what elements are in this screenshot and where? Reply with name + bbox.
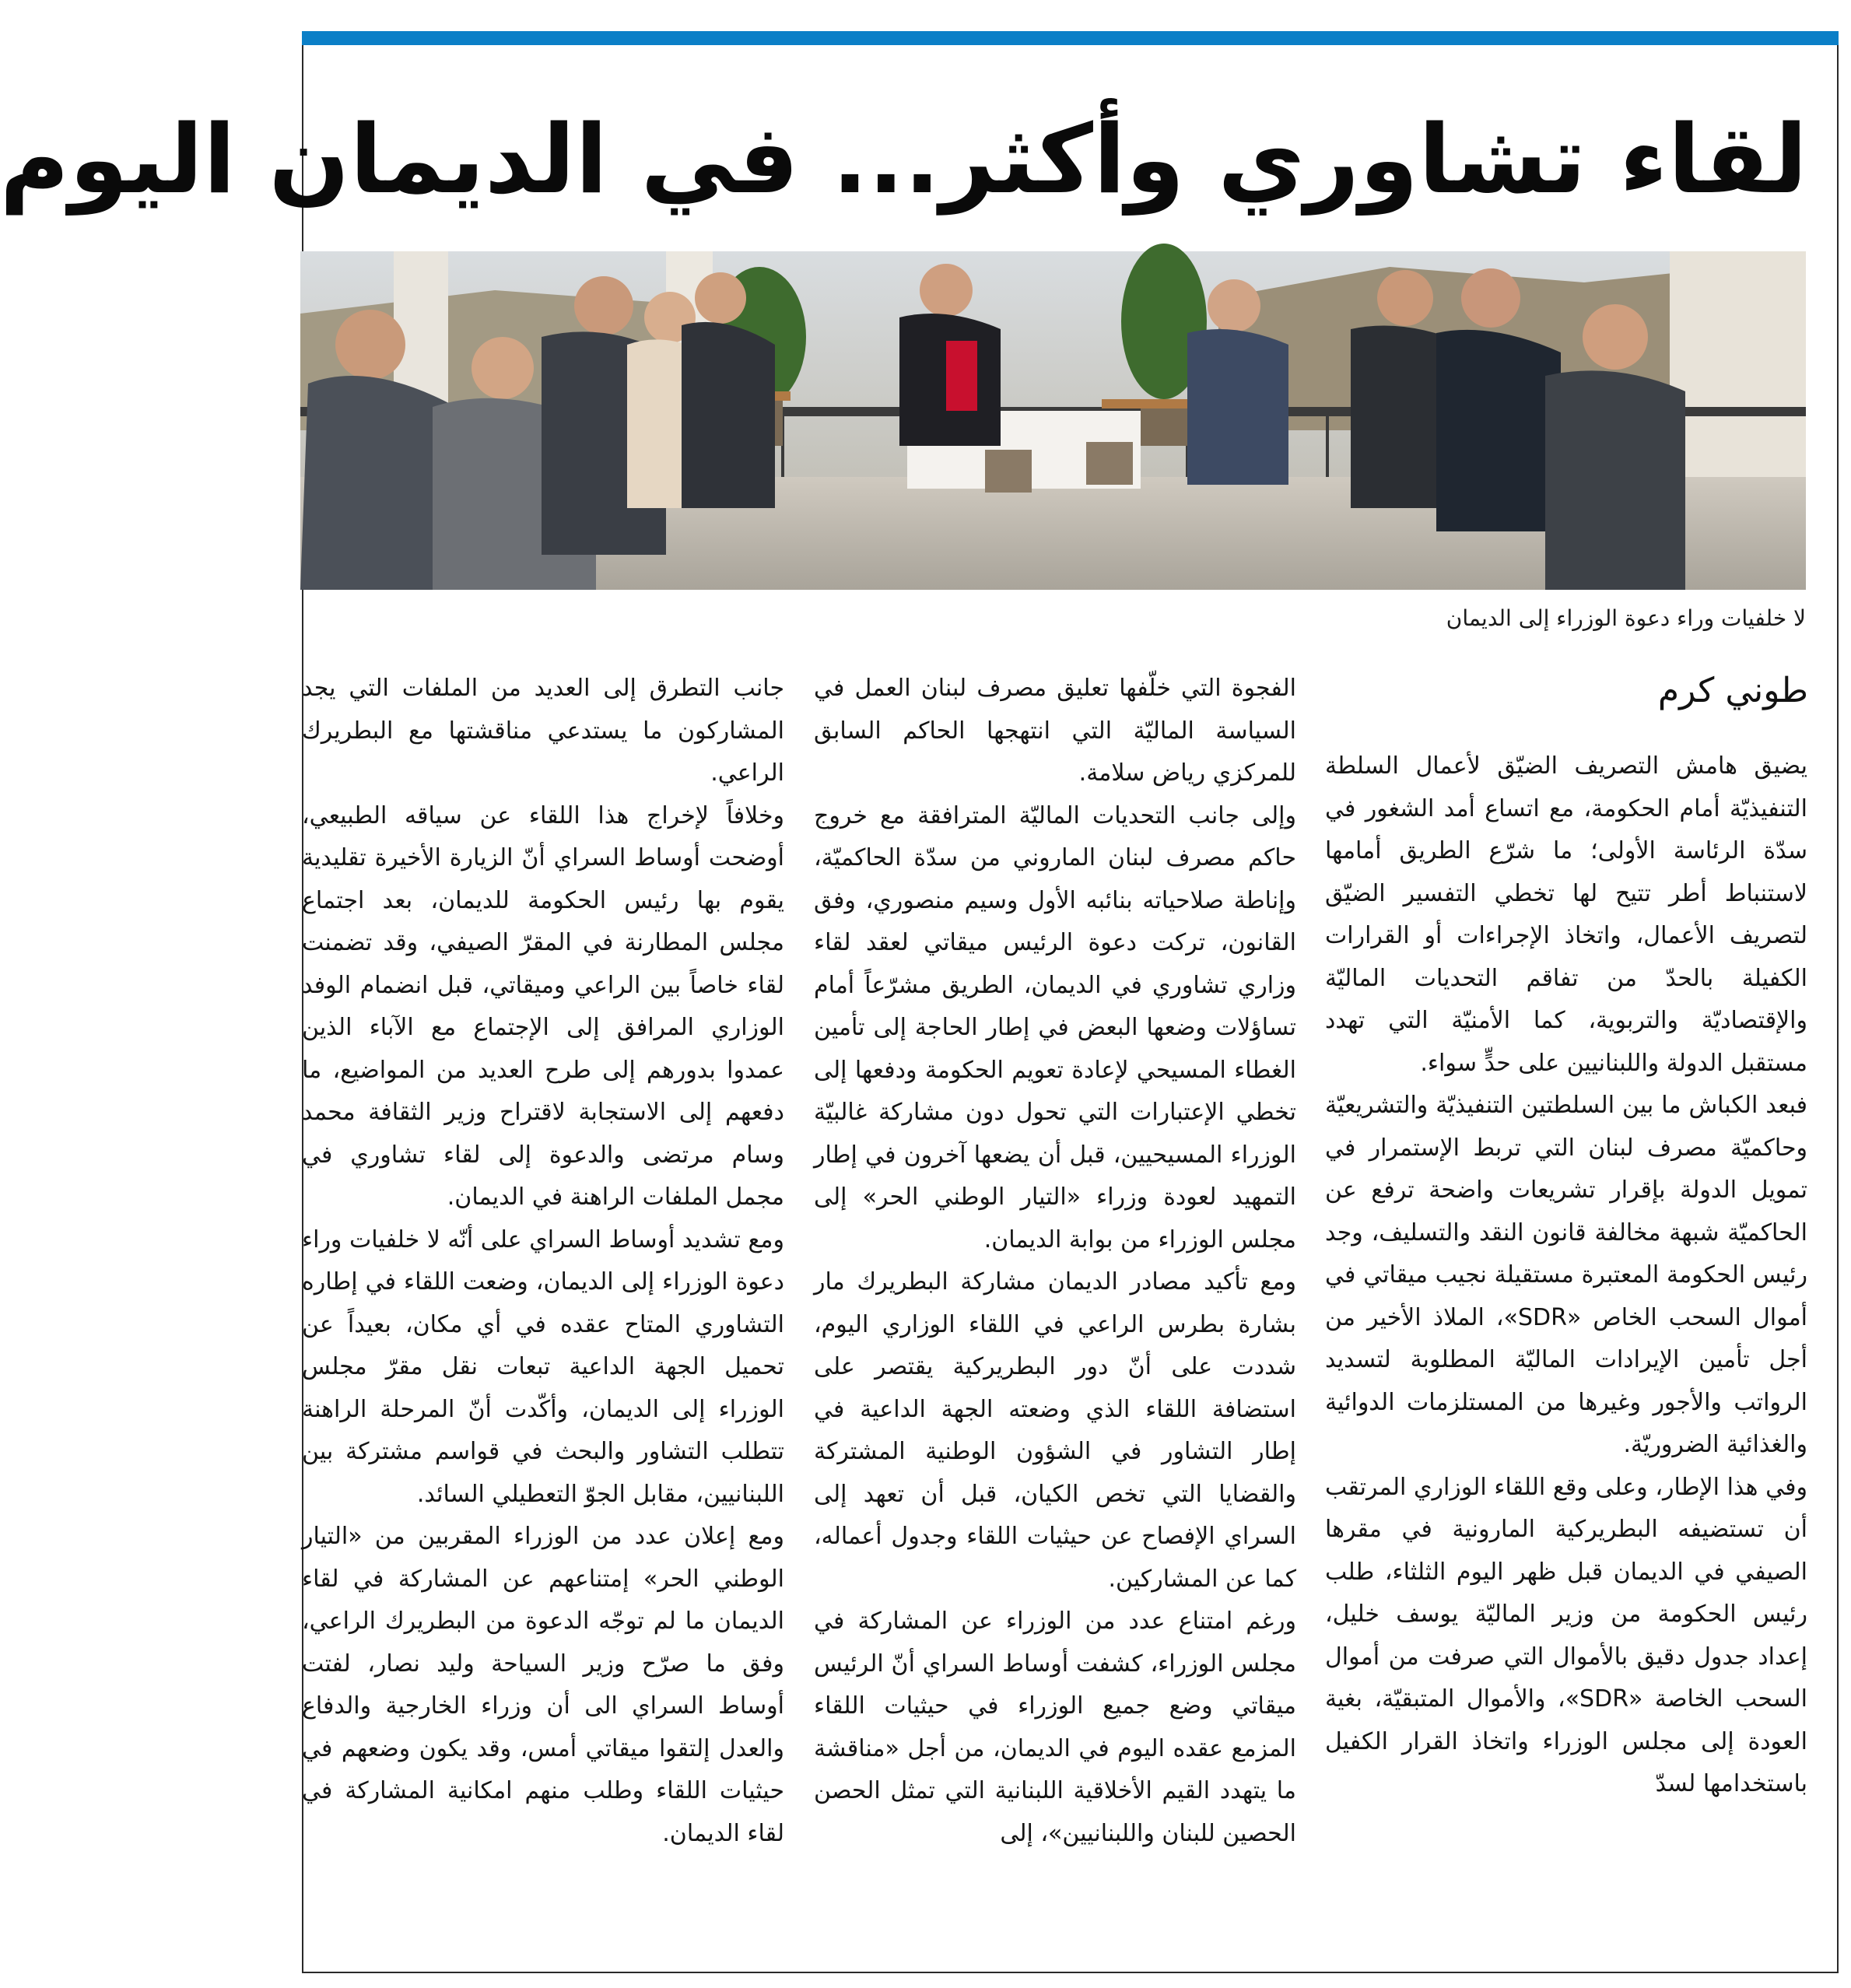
text-column-3 bbox=[302, 668, 784, 1955]
accent-bar bbox=[302, 31, 1839, 45]
paragraph: جانب التطرق إلى العديد من الملفات التي يجد المشاركون ما يستدعي مناقشتها مع البطريرك الراعي. bbox=[302, 675, 784, 787]
author-byline: طوني كرم bbox=[1657, 671, 1808, 710]
paragraph: وإلى جانب التحديات الماليّة المترافقة مع خروج حاكم مصرف لبنان الماروني من سدّة الحاكميّة، وإناطة صلاحياته بنائبه الأول وسيم منصوري، وفق القانون، تركت دعوة الرئيس ميقاتي لعقد لقاء وزاري تشاوري في الديمان، الطريق مشرّعاً أمام تساؤلات وضعها البعض في إطار الحاجة إلى تأمين الغطاء المسيحي لإعادة تعويم الحكومة ودفعها إلى تخطي الإعتبارات التي تحول دون مشاركة غالبيّة الوزراء المسيحيين، قبل أن يضعها آخرون في إطار التمهيد لعودة وزراء «التيار الوطني الحر» إلى مجلس الوزراء من بوابة الديمان. bbox=[814, 801, 1296, 1253]
text-column-1 bbox=[1325, 745, 1807, 1955]
article-photo bbox=[300, 251, 1806, 590]
paragraph: ورغم امتناع عدد من الوزراء عن المشاركة في مجلس الوزراء، كشفت أوساط السراي أنّ الرئيس ميقاتي وضع جميع الوزراء في حيثيات اللقاء المزمع عقده اليوم في الديمان، من أجل «مناقشة ما يتهدد القيم الأخلاقية اللبنانية التي تمثل الحصن الحصين للبنان واللبنانيين»، إلى bbox=[814, 1608, 1296, 1847]
headline: لقاء تشاوري وأكثر... في الديمان اليوم bbox=[0, 104, 1807, 215]
paragraph: ومع إعلان عدد من الوزراء المقربين من «التيار الوطني الحر» إمتناعهم عن المشاركة في لقاء الديمان ما لم توجّه الدعوة من البطريرك الراعي، وفق ما صرّح وزير السياحة وليد نصار، لفتت أوساط السراي الى أن وزراء الخارجية والدفاع والعدل إلتقوا ميقاتي أمس، وقد يكون وضعهم في حيثيات اللقاء وطلب منهم امكانية المشاركة في لقاء الديمان. bbox=[302, 1523, 784, 1847]
photo-caption: لا خلفيات وراء دعوة الوزراء إلى الديمان bbox=[1446, 605, 1806, 631]
paragraph: يضيق هامش التصريف الضيّق لأعمال السلطة التنفيذيّة أمام الحكومة، مع اتساع أمد الشغور في سدّة الرئاسة الأولى؛ ما شرّع الطريق أمامها لاستنباط أطر تتيح لها تخطي التفسير الضيّق لتصريف الأعمال، واتخاذ الإجراءات أو القرارات الكفيلة بالحدّ من تفاقم التحديات الماليّة والإقتصاديّة والتربوية، كما الأمنيّة التي تهدد مستقبل الدولة واللبنانيين على حدٍّ سواء. bbox=[1325, 752, 1807, 1077]
text-column-2 bbox=[814, 668, 1296, 1955]
paragraph: وخلافاً لإخراج هذا اللقاء عن سياقه الطبيعي، أوضحت أوساط السراي أنّ الزيارة الأخيرة تقليدية يقوم بها رئيس الحكومة للديمان، بعد اجتماع مجلس المطارنة في المقرّ الصيفي، وقد تضمنت لقاء خاصاً بين الراعي وميقاتي، قبل انضمام الوفد الوزاري المرافق إلى الإجتماع مع الآباء الذين عمدوا بدورهم إلى طرح العديد من المواضيع، ما دفعهم إلى الاستجابة لاقتراح وزير الثقافة محمد وسام مرتضى والدعوة إلى لقاء تشاوري في مجمل الملفات الراهنة في الديمان. bbox=[302, 801, 784, 1211]
paragraph: وفي هذا الإطار، وعلى وقع اللقاء الوزاري المرتقب أن تستضيفه البطريركية المارونية في مقرها الصيفي في الديمان قبل ظهر اليوم الثلثاء، طلب رئيس الحكومة من وزير الماليّة يوسف خليل، إعداد جدول دقيق بالأموال التي صرفت من أموال السحب الخاصة «SDR»، والأموال المتبقيّة، بغية العودة إلى مجلس الوزراء واتخاذ القرار الكفيل باستخدامها لسدّ bbox=[1325, 1473, 1807, 1797]
paragraph: الفجوة التي خلّفها تعليق مصرف لبنان العمل في السياسة الماليّة التي انتهجها الحاكم السابق للمركزي رياض سلامة. bbox=[814, 675, 1296, 787]
paragraph: ومع تشديد أوساط السراي على أنّه لا خلفيات وراء دعوة الوزراء إلى الديمان، وضعت اللقاء في إطاره التشاوري المتاح عقده في أي مكان، بعيداً عن تحميل الجهة الداعية تبعات نقل مقرّ مجلس الوزراء إلى الديمان، وأكّدت أنّ المرحلة الراهنة تتطلب التشاور والبحث في قواسم مشتركة بين اللبنانيين، مقابل الجوّ التعطيلي السائد. bbox=[302, 1225, 784, 1508]
photo-illustration bbox=[300, 251, 1806, 590]
paragraph: ومع تأكيد مصادر الديمان مشاركة البطريرك مار بشارة بطرس الراعي في اللقاء الوزاري اليوم، شددت على أنّ دور البطريركية يقتصر على استضافة اللقاء الذي وضعته الجهة الداعية في إطار التشاور في الشؤون الوطنية المشتركة والقضايا التي تخص الكيان، قبل أن تعهد إلى السراي الإفصاح عن حيثيات اللقاء وجدول أعماله، كما عن المشاركين. bbox=[814, 1268, 1296, 1593]
paragraph: فبعد الكباش ما بين السلطتين التنفيذيّة والتشريعيّة وحاكميّة مصرف لبنان التي تربط الإستمرار في تمويل الدولة بإقرار تشريعات واضحة ترفع عن الحاكميّة شبهة مخالفة قانون النقد والتسليف، وجد رئيس الحكومة المعتبرة مستقيلة نجيب ميقاتي في أموال السحب الخاص «SDR»، الملاذ الأخير من أجل تأمين الإيرادات الماليّة المطلوبة لتسديد الرواتب والأجور وغيرها من المستلزمات الدوائية والغذائية الضروريّة. bbox=[1325, 1092, 1807, 1458]
